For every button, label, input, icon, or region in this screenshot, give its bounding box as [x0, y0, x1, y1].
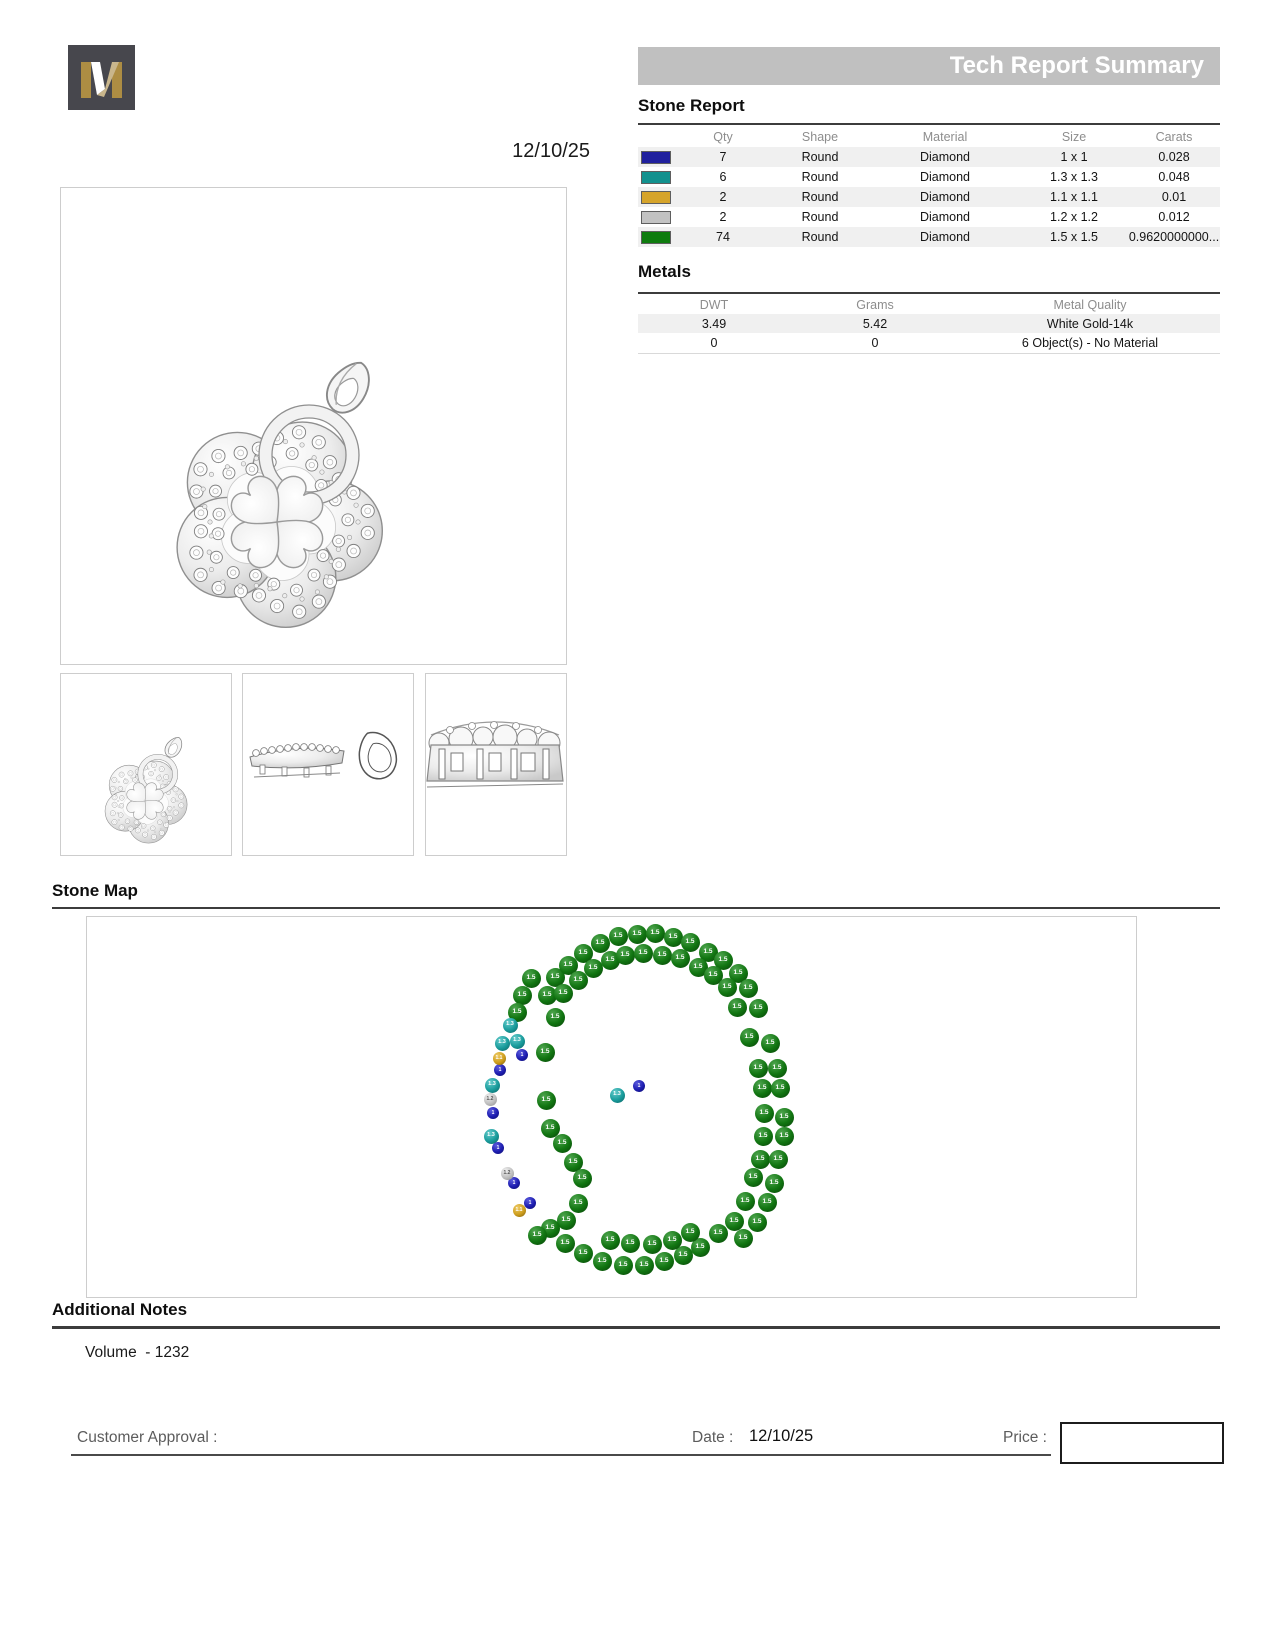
stone-dot-diamond-1.5: 1.5 — [734, 1229, 753, 1248]
stone-dot-diamond-1.5: 1.5 — [621, 1234, 640, 1253]
stone-dot-diamond-1.5: 1.5 — [536, 1043, 555, 1062]
col-shape: Shape — [801, 130, 839, 144]
metals-bottom-rule — [638, 353, 1220, 354]
stone-color-swatch — [641, 151, 671, 164]
stone-report-row — [638, 187, 1220, 207]
volume-note: Volume - 1232 — [85, 1344, 190, 1361]
stone-dot-diamond-1.2: 1.2 — [484, 1093, 497, 1106]
stone-dot-diamond-1.5: 1.5 — [755, 1104, 774, 1123]
stone-dot-diamond-1.5: 1.5 — [573, 1169, 592, 1188]
stone-dot-diamond-1.5: 1.5 — [584, 959, 603, 978]
stone-report-cell: 1.2 x 1.2 — [1050, 210, 1098, 224]
stone-dot-diamond-1.5: 1.5 — [635, 1256, 654, 1275]
stone-dot-diamond-1.5: 1.5 — [508, 1003, 527, 1022]
stone-dot-diamond-1.5: 1.5 — [546, 1008, 565, 1027]
stone-dot-diamond-1.5: 1.5 — [528, 1226, 547, 1245]
stone-dot-diamond-1.5: 1.5 — [569, 971, 588, 990]
stone-report-heading: Stone Report — [638, 96, 745, 115]
stone-report-cell: Diamond — [919, 210, 971, 224]
stone-dot-diamond-1.5: 1.5 — [541, 1219, 560, 1238]
stone-report-cell: 7 — [719, 150, 727, 164]
footer-date-value: 12/10/25 — [749, 1427, 814, 1445]
stone-dot-diamond-1.5: 1.5 — [768, 1059, 787, 1078]
stone-report-cell: 74 — [716, 230, 730, 244]
stone-dot-diamond-1.3: 1.3 — [510, 1034, 525, 1049]
stone-report-header-row — [638, 127, 1220, 147]
stone-dot-diamond-1.5: 1.5 — [556, 1234, 575, 1253]
stone-dot-diamond-1.5: 1.5 — [593, 1252, 612, 1271]
stone-dot-diamond-1: 1 — [494, 1064, 506, 1076]
stone-dot-diamond-1.5: 1.5 — [771, 1079, 790, 1098]
stone-report-cell: 1 x 1 — [1060, 150, 1088, 164]
signature-line — [71, 1454, 1051, 1456]
metals-row — [638, 333, 1220, 352]
stone-dot-diamond-1.2: 1.2 — [501, 1167, 514, 1180]
stone-report-cell: 0.01 — [1161, 190, 1187, 204]
col-metal-quality: Metal Quality — [1053, 298, 1127, 312]
stone-dot-diamond-1: 1 — [633, 1080, 645, 1092]
stone-report-row — [638, 147, 1220, 167]
stone-color-swatch — [641, 231, 671, 244]
stone-dot-diamond-1.5: 1.5 — [614, 1256, 633, 1275]
stone-dot-diamond-1.5: 1.5 — [553, 1134, 572, 1153]
stone-report-row — [638, 227, 1220, 247]
stone-dot-diamond-1.5: 1.5 — [681, 933, 700, 952]
stone-dot-diamond-1: 1 — [516, 1049, 528, 1061]
col-size: Size — [1061, 130, 1087, 144]
stone-map-box — [86, 916, 1137, 1298]
stone-report-rule — [638, 123, 1220, 125]
stone-dot-diamond-1.5: 1.5 — [616, 946, 635, 965]
stone-dot-diamond-1.5: 1.5 — [691, 1238, 710, 1257]
stone-report-cell: 0.028 — [1158, 150, 1190, 164]
stone-report-cell: Round — [801, 170, 839, 184]
stone-dot-diamond-1.5: 1.5 — [653, 946, 672, 965]
stone-dot-diamond-1.3: 1.3 — [495, 1036, 510, 1051]
stone-dot-diamond-1: 1 — [487, 1107, 499, 1119]
stone-report-cell: 2 — [719, 210, 727, 224]
stone-report-cell: Round — [801, 210, 839, 224]
stone-map-rule — [52, 907, 1220, 909]
stone-dot-diamond-1.5: 1.5 — [574, 1244, 593, 1263]
stone-report-row — [638, 207, 1220, 227]
stone-dot-diamond-1.5: 1.5 — [628, 925, 647, 944]
stone-dot-diamond-1.5: 1.5 — [664, 928, 683, 947]
stone-dot-diamond-1: 1 — [492, 1142, 504, 1154]
stone-dot-diamond-1.5: 1.5 — [753, 1079, 772, 1098]
stone-dot-diamond-1.5: 1.5 — [749, 999, 768, 1018]
stone-dot-diamond-1.1: 1.1 — [493, 1052, 506, 1065]
stone-dot-diamond-1.5: 1.5 — [671, 949, 690, 968]
stone-dot-diamond-1.5: 1.5 — [591, 934, 610, 953]
stone-dot-diamond-1.5: 1.5 — [740, 1028, 759, 1047]
stone-dot-diamond-1.5: 1.5 — [522, 969, 541, 988]
stone-dot-diamond-1.5: 1.5 — [574, 944, 593, 963]
col-grams: Grams — [856, 298, 894, 312]
stone-dot-diamond-1.5: 1.5 — [554, 984, 573, 1003]
metals-row — [638, 314, 1220, 333]
col-dwt: DWT — [699, 298, 729, 312]
stone-report-cell: 1.1 x 1.1 — [1050, 190, 1098, 204]
stone-report-cell: 2 — [719, 190, 727, 204]
stone-dot-diamond-1.5: 1.5 — [725, 1212, 744, 1231]
stone-dot-diamond-1.3: 1.3 — [610, 1088, 625, 1103]
stone-dot-diamond-1.5: 1.5 — [689, 958, 708, 977]
stone-report-cell: 1.5 x 1.5 — [1050, 230, 1098, 244]
stone-dot-diamond-1.5: 1.5 — [754, 1127, 773, 1146]
stone-dot-diamond-1.5: 1.5 — [769, 1150, 788, 1169]
stone-dot-diamond-1.5: 1.5 — [751, 1150, 770, 1169]
metals-cell: 0 — [710, 335, 718, 350]
stone-dot-diamond-1.5: 1.5 — [736, 1192, 755, 1211]
stone-dot-diamond-1.5: 1.5 — [541, 1119, 560, 1138]
stone-map-heading: Stone Map — [52, 881, 138, 900]
stone-dot-diamond-1.3: 1.3 — [485, 1078, 500, 1093]
stone-dot-diamond-1.5: 1.5 — [564, 1153, 583, 1172]
stone-dot-diamond-1.5: 1.5 — [557, 1211, 576, 1230]
stone-report-cell: 0.012 — [1158, 210, 1190, 224]
pendant-render-image — [60, 187, 565, 663]
stone-color-swatch — [641, 171, 671, 184]
stone-dot-diamond-1.5: 1.5 — [704, 966, 723, 985]
page-title: Tech Report Summary — [638, 47, 1220, 85]
stone-report-cell: Round — [801, 230, 839, 244]
stone-report-cell: 1.3 x 1.3 — [1050, 170, 1098, 184]
metals-cell: White Gold-14k — [1046, 316, 1134, 331]
stone-dot-diamond-1.5: 1.5 — [765, 1174, 784, 1193]
thumbnail-detail-view — [425, 673, 565, 854]
stone-dot-diamond-1.5: 1.5 — [749, 1059, 768, 1078]
stone-dot-diamond-1: 1 — [508, 1177, 520, 1189]
stone-dot-diamond-1.5: 1.5 — [758, 1193, 777, 1212]
stone-dot-diamond-1.5: 1.5 — [643, 1235, 662, 1254]
stone-dot-diamond-1: 1 — [524, 1197, 536, 1209]
stone-report-cell: Diamond — [919, 170, 971, 184]
stone-dot-diamond-1.5: 1.5 — [744, 1168, 763, 1187]
price-field — [1060, 1422, 1224, 1464]
stone-dot-diamond-1.5: 1.5 — [729, 964, 748, 983]
footer-date-label: Date : — [692, 1429, 734, 1446]
additional-notes-rule — [52, 1326, 1220, 1329]
stone-dot-diamond-1.5: 1.5 — [709, 1224, 728, 1243]
price-label: Price : — [1003, 1429, 1047, 1446]
stone-dot-diamond-1.5: 1.5 — [761, 1034, 780, 1053]
stone-report-cell: Round — [801, 190, 839, 204]
stone-report-cell: Diamond — [919, 190, 971, 204]
stone-dot-diamond-1.3: 1.3 — [503, 1018, 518, 1033]
stone-dot-diamond-1.5: 1.5 — [569, 1194, 588, 1213]
stone-dot-diamond-1.5: 1.5 — [646, 924, 665, 943]
stone-report-cell: Diamond — [919, 150, 971, 164]
additional-notes-heading: Additional Notes — [52, 1300, 188, 1319]
stone-dot-diamond-1.5: 1.5 — [559, 956, 578, 975]
stone-report-cell: 0.9620000000... — [1128, 230, 1220, 244]
stone-dot-diamond-1.5: 1.5 — [601, 951, 620, 970]
stone-dot-diamond-1.5: 1.5 — [538, 986, 557, 1005]
stone-dot-diamond-1.5: 1.5 — [748, 1213, 767, 1232]
metals-cell: 6 Object(s) - No Material — [1021, 335, 1159, 350]
stone-dot-diamond-1.5: 1.5 — [655, 1252, 674, 1271]
metals-header-row — [638, 296, 1220, 314]
stone-dot-diamond-1.5: 1.5 — [634, 944, 653, 963]
thumbnail-front-view — [60, 673, 230, 854]
stone-dot-diamond-1.5: 1.5 — [513, 986, 532, 1005]
stone-dot-diamond-1.5: 1.5 — [775, 1108, 794, 1127]
stone-dot-diamond-1.5: 1.5 — [601, 1231, 620, 1250]
stone-report-row — [638, 167, 1220, 187]
stone-report-cell: 0.048 — [1158, 170, 1190, 184]
stone-dot-diamond-1.3: 1.3 — [484, 1129, 499, 1144]
stone-color-swatch — [641, 191, 671, 204]
metals-cell: 3.49 — [701, 316, 727, 331]
col-qty: Qty — [713, 130, 733, 144]
stone-dot-diamond-1.5: 1.5 — [728, 998, 747, 1017]
stone-color-swatch — [641, 211, 671, 224]
stone-dot-diamond-1.5: 1.5 — [537, 1091, 556, 1110]
stone-dot-diamond-1.5: 1.5 — [739, 979, 758, 998]
stone-report-cell: Diamond — [919, 230, 971, 244]
metals-table — [638, 314, 1220, 354]
stone-dot-diamond-1.1: 1.1 — [513, 1204, 526, 1217]
stone-dot-diamond-1.5: 1.5 — [674, 1246, 693, 1265]
stone-dot-diamond-1.5: 1.5 — [714, 951, 733, 970]
metals-rule — [638, 292, 1220, 294]
stone-report-cell: Round — [801, 150, 839, 164]
customer-approval-label: Customer Approval : — [77, 1429, 218, 1446]
stone-dot-diamond-1.5: 1.5 — [546, 968, 565, 987]
brand-logo-m-icon — [68, 45, 135, 110]
metals-cell: 0 — [871, 335, 879, 350]
thumbnail-side-view — [242, 673, 412, 854]
report-date: 12/10/25 — [512, 140, 590, 162]
metals-heading: Metals — [638, 262, 691, 281]
stone-dot-diamond-1.5: 1.5 — [699, 943, 718, 962]
stone-dot-diamond-1.5: 1.5 — [609, 927, 628, 946]
stone-dot-diamond-1.5: 1.5 — [681, 1223, 700, 1242]
stone-dot-diamond-1.5: 1.5 — [775, 1127, 794, 1146]
metals-cell: 5.42 — [862, 316, 888, 331]
col-carats: Carats — [1155, 130, 1193, 144]
stone-dot-diamond-1.5: 1.5 — [718, 978, 737, 997]
stone-report-cell: 6 — [719, 170, 727, 184]
stone-report-table — [638, 147, 1220, 247]
col-material: Material — [922, 130, 968, 144]
stone-dot-diamond-1.5: 1.5 — [663, 1231, 682, 1250]
